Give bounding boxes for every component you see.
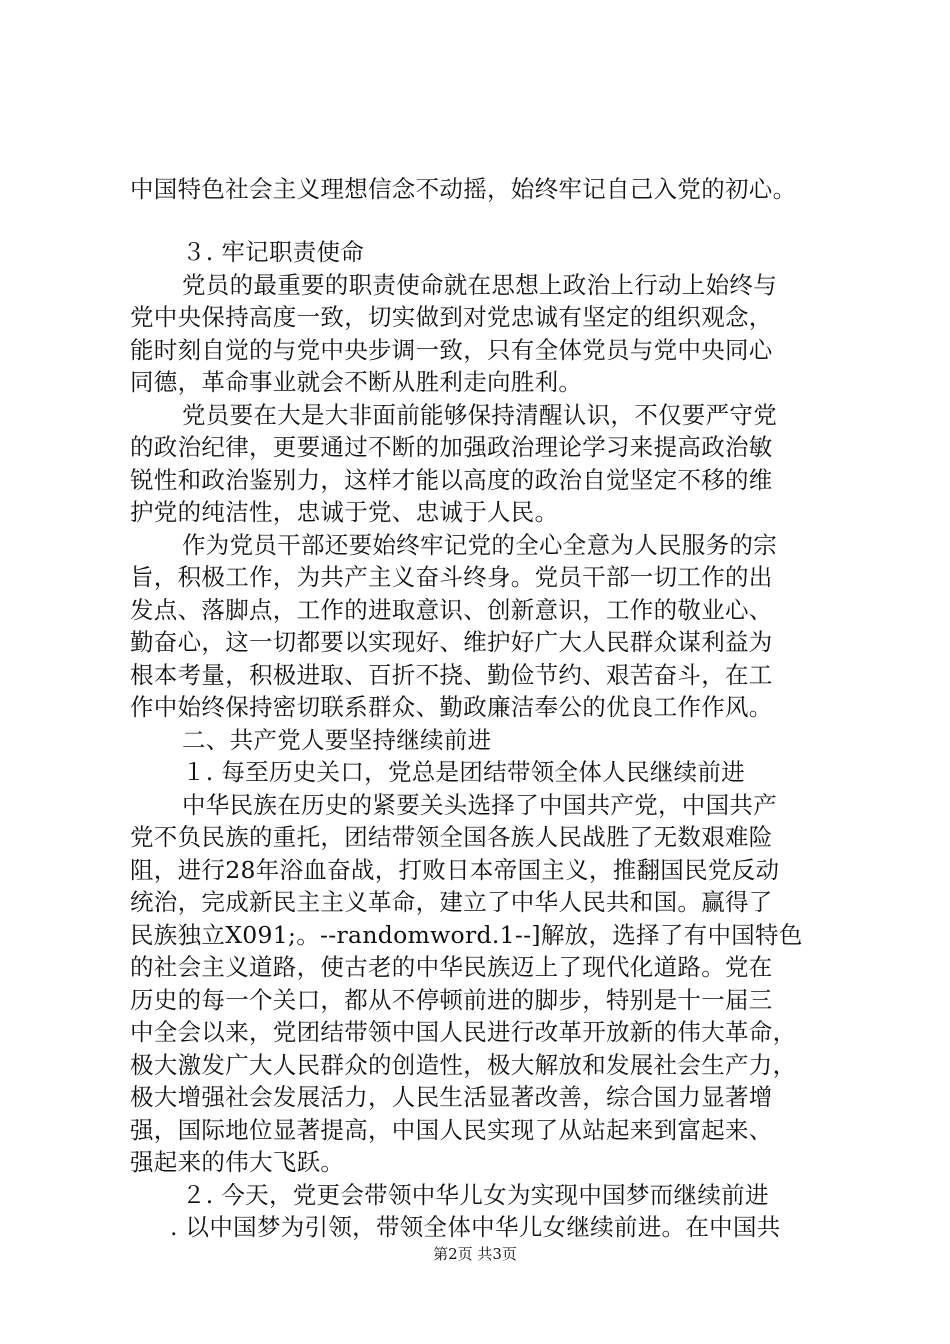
text-line: 历史的每一个关口，都从不停顿前进的脚步，特别是十一届三 (130, 986, 773, 1014)
text-line: 中华民族在历史的紧要关头选择了中国共产党，中国共产 (182, 791, 777, 819)
text-line: 作为党员干部还要始终牢记党的全心全意为人民服务的宗 (182, 531, 777, 559)
text-line: 民族独立X091;。--randomword.1--]解放，选择了有中国特色 (130, 921, 803, 949)
text-line: 统治，完成新民主主义革命，建立了中华人民共和国。赢得了 (130, 888, 773, 916)
text-line: 中全会以来，党团结带领中国人民进行改革开放新的伟大革命， (130, 1018, 797, 1046)
text-line: 同德，革命事业就会不断从胜利走向胜利。 (130, 368, 583, 396)
text-line: 勤奋心，这一切都要以实现好、维护好广大人民群众谋利益为 (130, 628, 773, 656)
section-heading: ３. 牢记职责使命 (182, 238, 365, 266)
text-line: 极大增强社会发展活力，人民生活显著改善，综合国力显著增 (130, 1083, 773, 1111)
text-line: . 以中国梦为引领，带领全体中华儿女继续前进。在中国共 (170, 1213, 781, 1241)
text-line: 护党的纯洁性，忠诚于党、忠诚于人民。 (130, 498, 559, 526)
section-heading: ２. 今天，党更会带领中华儿女为实现中国梦而继续前进 (182, 1181, 769, 1209)
section-heading: １. 每至历史关口，党总是团结带领全体人民继续前进 (182, 758, 745, 786)
page-footer: 第2页 共3页 (433, 1245, 517, 1263)
text-line: 极大激发广大人民群众的创造性，极大解放和发展社会生产力， (130, 1051, 797, 1079)
text-line: 强起来的伟大飞跃。 (130, 1148, 345, 1176)
text-line: 旨，积极工作，为共产主义奋斗终身。党员干部一切工作的出 (130, 563, 773, 591)
text-line: 发点、落脚点，工作的进取意识、创新意识，工作的敬业心、 (130, 596, 773, 624)
text-line: 作中始终保持密切联系群众、勤政廉洁奉公的优良工作作风。 (130, 693, 773, 721)
text-line: 党不负民族的重托，团结带领全国各族人民战胜了无数艰难险 (130, 823, 773, 851)
text-line: 党员要在大是大非面前能够保持清醒认识，不仅要严守党 (182, 401, 777, 429)
text-line: 根本考量，积极进取、百折不挠、勤俭节约、艰苦奋斗，在工 (130, 661, 773, 689)
text-line: 的社会主义道路，使古老的中华民族迈上了现代化道路。党在 (130, 953, 773, 981)
text-line: 锐性和政治鉴别力，这样才能以高度的政治自觉坚定不移的维 (130, 466, 773, 494)
text-line: 党中央保持高度一致，切实做到对党忠诚有坚定的组织观念， (130, 303, 773, 331)
text-line: 中国特色社会主义理想信念不动摇，始终牢记自己入党的初心。 (130, 175, 797, 203)
text-line: 能时刻自觉的与党中央步调一致，只有全体党员与党中央同心 (130, 336, 773, 364)
text-line: 党员的最重要的职责使命就在思想上政治上行动上始终与 (182, 271, 777, 299)
text-line: 强，国际地位显著提高，中国人民实现了从站起来到富起来、 (130, 1116, 773, 1144)
text-line: 的政治纪律，更要通过不断的加强政治理论学习来提高政治敏 (130, 433, 773, 461)
section-heading: 二、共产党人要坚持继续前进 (182, 726, 492, 754)
text-line: 阻，进行28年浴血奋战，打败日本帝国主义，推翻国民党反动 (130, 856, 780, 884)
